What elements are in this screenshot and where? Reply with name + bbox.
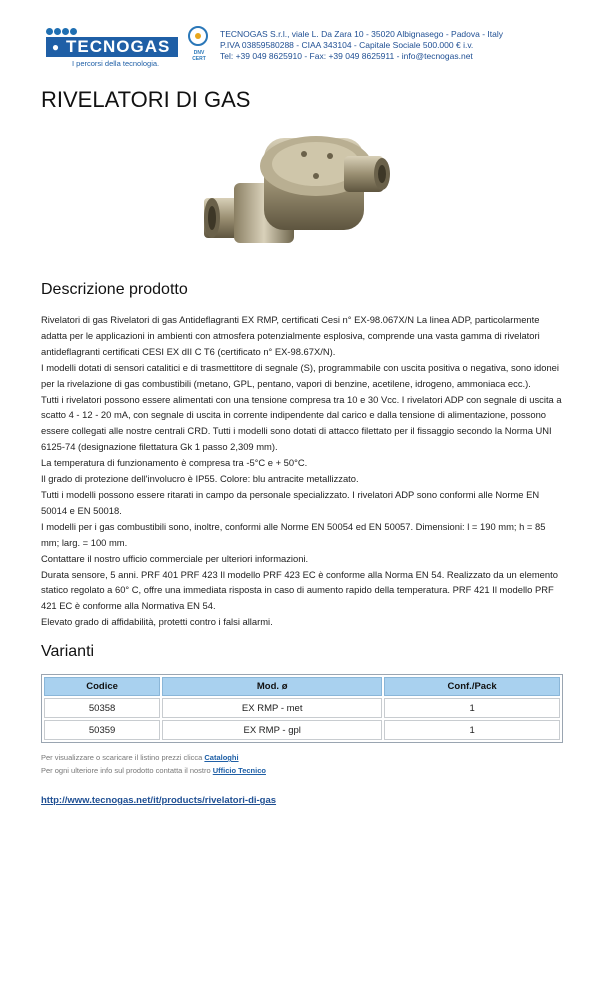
cell-model: EX RMP - met	[162, 698, 382, 718]
description-paragraph: Il grado di protezione dell'involucro è IP55. Colore: blu antracite metallizzato.	[41, 473, 359, 485]
description-paragraph: I modelli per i gas combustibili sono, inoltre, conformi alle Norme EN 50054 ed EN 50057. Dimensioni: l = 190 mm; h = 85 mm; larg. = 100 mm.	[41, 520, 546, 548]
description-paragraph: La temperatura di funzionamento è compresa tra -5°C e + 50°C.	[41, 457, 308, 469]
description-paragraph: Tutti i rivelatori possono essere alimentati con una tensione compresa tra 10 e 30 Vcc. I rivelatori ADP con segnale di uscita a scatto 4 - 12 - 20 mA, con segnale di uscita in corrente indipendente dal carico e dalla tensione di alimentazione, possono essere collegati alle nostre centrali CRD. Tutti i modelli sono dotati di attacco filettato per il fissaggio secondo la Norma UNI 6125-74 (designazione filettatura Gk 1 passo 2,309 mm).	[41, 393, 562, 453]
cell-pack: 1	[384, 720, 560, 740]
catalog-info-text: Per visualizzare o scaricare il listino prezzi clicca	[41, 753, 205, 762]
company-info	[220, 29, 503, 62]
technical-office-text: Per ogni ulteriore info sul prodotto contatta il nostro	[41, 766, 213, 775]
company-contacts: Tel: +39 049 8625910 - Fax: +39 049 8625911 - info@tecnogas.net	[220, 51, 473, 61]
logo-tagline: I percorsi della tecnologia.	[72, 59, 160, 68]
table-row	[44, 720, 560, 740]
company-vat: P.IVA 03859580288 - CIAA 343104 - Capitale Sociale 500.000 € i.v.	[220, 40, 474, 50]
description-paragraph: I modelli dotati di sensori catalitici e di trasmettitore di segnale (S), programmabile con uscita positiva o negativa, sono idonei per la rivelazione di gas combustibili (metano, GPL, pentano, vapori di benzine, acetilene, idrogeno, ammoniaca ecc.).	[41, 361, 559, 389]
technical-office-link[interactable]: Ufficio Tecnico	[212, 766, 266, 775]
certification-badge	[187, 26, 211, 70]
description-title: Descrizione prodotto	[41, 281, 188, 298]
gas-detector-image	[204, 128, 390, 254]
column-header-codice: Codice	[44, 677, 160, 696]
description-paragraph: Tutti i modelli possono essere ritarati in campo da personale specializzato. I rivelatori ADP sono conformi alle Norme EN 50014 e EN 50018.	[41, 488, 540, 516]
logo-wordmark	[46, 37, 178, 57]
page-title: RIVELATORI DI GAS	[41, 87, 251, 112]
column-header-pack: Conf./Pack	[384, 677, 560, 696]
certification-seal-icon	[188, 26, 208, 46]
certification-label: DNV CERT	[192, 50, 206, 62]
flame-icon: ●	[51, 40, 61, 54]
cell-pack: 1	[384, 698, 560, 718]
tecnogas-logo[interactable]	[46, 28, 178, 68]
product-url-link[interactable]: http://www.tecnogas.net/it/products/rivelatori-di-gas	[41, 795, 277, 806]
description-paragraph: Elevato grado di affidabilità, protetti contro i falsi allarmi.	[41, 616, 273, 628]
variants-title: Varianti	[41, 643, 95, 660]
cell-codice: 50359	[44, 720, 160, 740]
description-paragraph: Rivelatori di gas Rivelatori di gas Antideflagranti EX RMP, certificati Cesi n° EX-98.067X/N La linea ADP, particolarmente adatta per le applicazioni in ambienti con atmosfera potenzialmente esplosiva, comprende una vasta gamma di rivelatori antideflagranti certificati CESI EX dII C T6 (certificato n° EX-98.67X/N).	[41, 314, 540, 357]
description-paragraph: Contattare il nostro ufficio commerciale per ulteriori informazioni.	[41, 552, 309, 564]
cell-model: EX RMP - gpl	[162, 720, 382, 740]
variants-table	[41, 674, 563, 743]
certification-fine-print	[187, 57, 211, 67]
catalog-link[interactable]: Cataloghi	[204, 753, 239, 762]
product-description	[41, 312, 563, 630]
description-paragraph: Durata sensore, 5 anni. PRF 401 PRF 423 Il modello PRF 423 EC è conforme alla Norma EN 54. Realizzato da un elemento statico regolato a 60° C, offre una immediata risposta in caso di aumento rapido della temperatura. PRF 421 Il modello PRF 421 EC è conforme alla Normativa EN 54.	[41, 568, 558, 612]
table-row	[44, 698, 560, 718]
catalog-info	[41, 753, 239, 762]
page-header	[0, 0, 603, 80]
company-address: TECNOGAS S.r.l., viale L. Da Zara 10 - 35020 Albignasego - Padova - Italy	[220, 29, 503, 39]
technical-office-info	[41, 766, 266, 775]
cell-codice: 50358	[44, 698, 160, 718]
logo-text: TECNOGAS	[66, 37, 171, 56]
column-header-model: Mod. ø	[162, 677, 382, 696]
table-header-row	[44, 677, 560, 696]
